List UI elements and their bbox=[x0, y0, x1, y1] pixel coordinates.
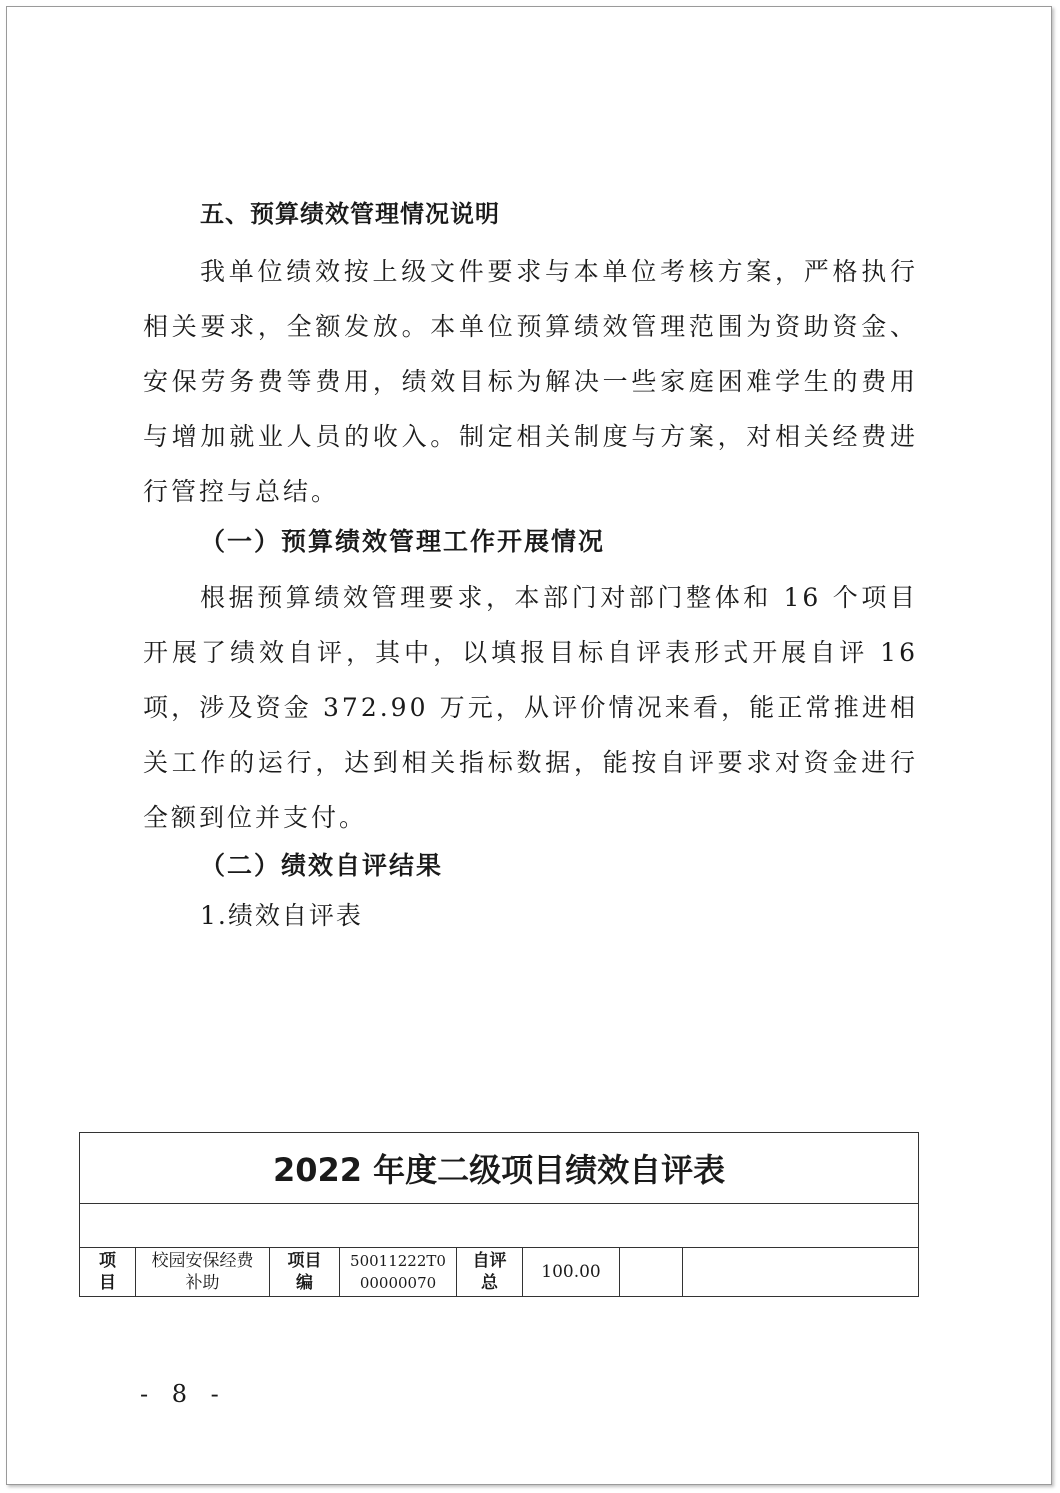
subheading-1: （一）预算绩效管理工作开展情况 bbox=[200, 527, 606, 556]
label-score: 自评总 bbox=[457, 1248, 523, 1297]
project-name: 校园安保经费补助 bbox=[136, 1248, 270, 1297]
page-number: - 8 - bbox=[140, 1380, 227, 1408]
section-heading: 五、预算绩效管理情况说明 bbox=[200, 200, 500, 228]
subheading-2: （二）绩效自评结果 bbox=[200, 851, 444, 880]
empty-cell-1 bbox=[620, 1248, 683, 1297]
empty-cell-2 bbox=[683, 1248, 919, 1297]
paragraph-1: 我单位绩效按上级文件要求与本单位考核方案，严格执行相关要求，全额发放。本单位预算绩效管理范围为资助资金、安保劳务费等费用，绩效目标为解决一些家庭困难学生的费用与增加就业人员的收入。制定相关制度与方案，对相关经费进行管控与总结。 bbox=[143, 257, 918, 506]
project-code: 50011222T000000070 bbox=[340, 1248, 457, 1297]
label-code: 项目编 bbox=[270, 1248, 340, 1297]
evaluation-table bbox=[79, 1132, 919, 1297]
table-row bbox=[80, 1248, 919, 1297]
score-value: 100.00 bbox=[523, 1248, 620, 1297]
table-title: 2022 年度二级项目绩效自评表 bbox=[80, 1133, 919, 1204]
table-blank-row bbox=[80, 1204, 919, 1248]
list-item-1: 1.绩效自评表 bbox=[200, 901, 363, 930]
paragraph-2: 根据预算绩效管理要求，本部门对部门整体和 16 个项目开展了绩效自评，其中，以填报目标自评表形式开展自评 16 项，涉及资金 372.90 万元，从评价情况来看，能正常推进相关工作的运行，达到相关指标数据，能按自评要求对资金进行全额到位并支付。 bbox=[143, 583, 918, 832]
label-project: 项目 bbox=[80, 1248, 136, 1297]
